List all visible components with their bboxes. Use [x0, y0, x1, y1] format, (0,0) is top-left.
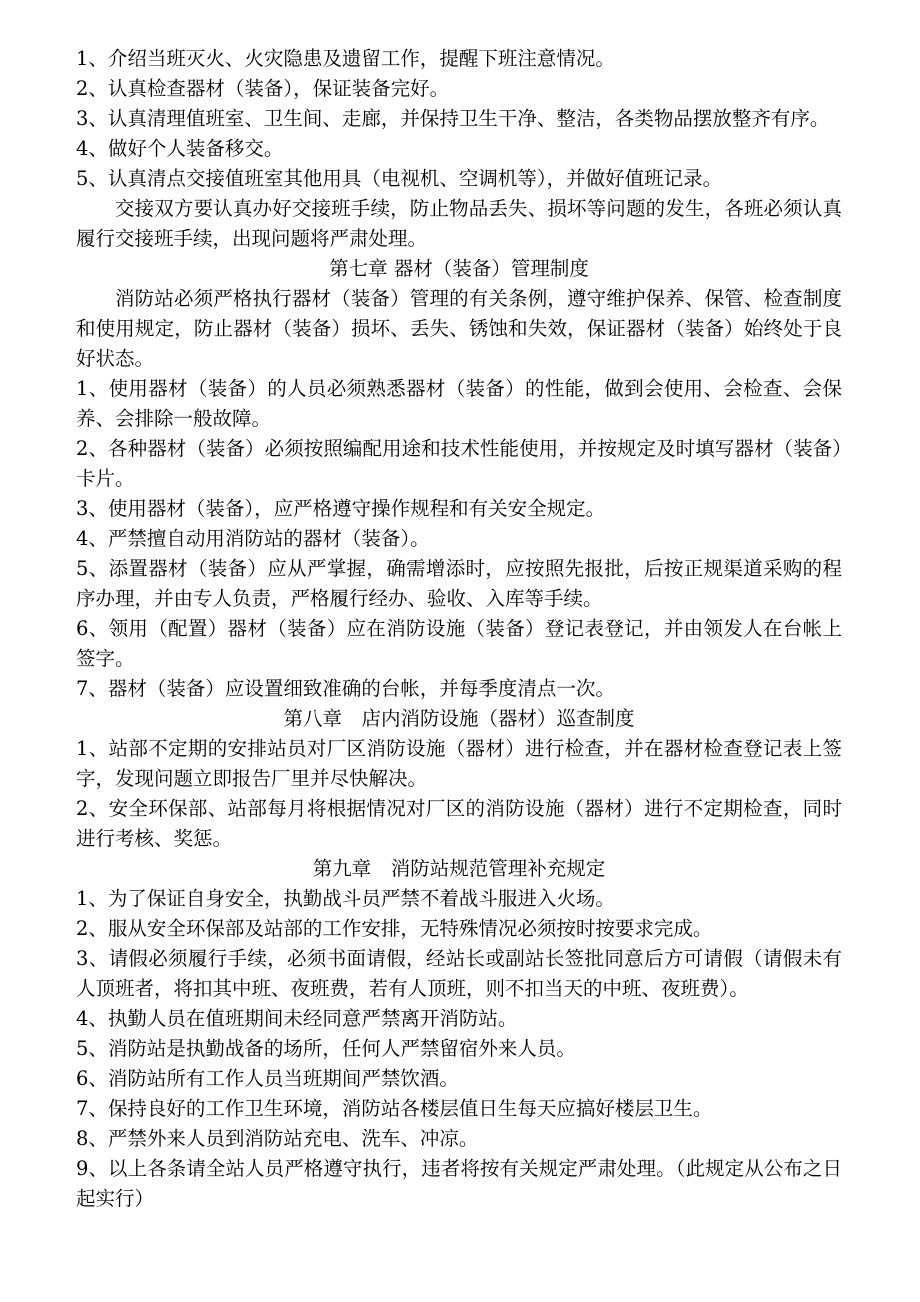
document-page — [76, 44, 842, 1214]
chapter-7-item: 4、严禁擅自动用消防站的器材（装备）。 — [76, 527, 430, 550]
chapter-8-item: 1、站部不定期的安排站员对厂区消防设施（器材）进行检查，并在器材检查登记表上签字，发现问题立即报告厂里并尽快解决。 — [76, 737, 842, 790]
chapter-9-item: 4、执勤人员在值班期间未经同意严禁离开消防站。 — [76, 1007, 518, 1030]
handover-item: 4、做好个人装备移交。 — [76, 137, 284, 160]
chapter-9-item: 3、请假必须履行手续，必须书面请假，经站长或副站长签批同意后方可请假（请假未有人顶班者，将扣其中班、夜班费，若有人顶班，则不扣当天的中班、夜班费）。 — [76, 947, 842, 1000]
handover-item: 5、认真清点交接值班室其他用具（电视机、空调机等），并做好值班记录。 — [76, 167, 723, 190]
handover-item: 1、介绍当班灭火、火灾隐患及遗留工作，提醒下班注意情况。 — [76, 47, 615, 70]
chapter-7-intro: 消防站必须严格执行器材（装备）管理的有关条例，遵守维护保养、保管、检查制度和使用规定，防止器材（装备）损坏、丢失、锈蚀和失效，保证器材（装备）始终处于良好状态。 — [76, 287, 842, 370]
chapter-7-title: 第七章 器材（装备）管理制度 — [329, 257, 589, 280]
chapter-9-item: 9、以上各条请全站人员严格遵守执行，违者将按有关规定严肃处理。（此规定从公布之日起实行） — [76, 1157, 842, 1210]
chapter-9-item: 5、消防站是执勤战备的场所，任何人严禁留宿外来人员。 — [76, 1037, 576, 1060]
chapter-9-item: 1、为了保证自身安全，执勤战斗员严禁不着战斗服进入火场。 — [76, 887, 615, 910]
chapter-7-item: 7、器材（装备）应设置细致准确的台帐，并每季度清点一次。 — [76, 677, 615, 700]
chapter-8-title: 第八章 店内消防设施（器材）巡查制度 — [283, 707, 635, 730]
handover-item: 3、认真清理值班室、卫生间、走廊，并保持卫生干净、整洁，各类物品摆放整齐有序。 — [76, 107, 830, 130]
chapter-7-item: 5、添置器材（装备）应从严掌握，确需增添时，应按照先报批，后按正规渠道采购的程序办理，并由专人负责，严格履行经办、验收、入库等手续。 — [76, 557, 842, 610]
chapter-9-item: 7、保持良好的工作卫生环境，消防站各楼层值日生每天应搞好楼层卫生。 — [76, 1097, 713, 1120]
chapter-7-item: 3、使用器材（装备），应严格遵守操作规程和有关安全规定。 — [76, 497, 606, 520]
chapter-8-item: 2、安全环保部、站部每月将根据情况对厂区的消防设施（器材）进行不定期检查，同时进行考核、奖惩。 — [76, 797, 842, 850]
chapter-9-item: 6、消防站所有工作人员当班期间严禁饮酒。 — [76, 1067, 459, 1090]
chapter-9-item: 8、严禁外来人员到消防站充电、洗车、冲凉。 — [76, 1127, 479, 1150]
chapter-7-item: 2、各种器材（装备）必须按照编配用途和技术性能使用，并按规定及时填写器材（装备）卡片。 — [76, 437, 842, 490]
handover-note: 交接双方要认真办好交接班手续，防止物品丢失、损坏等问题的发生，各班必须认真履行交接班手续，出现问题将严肃处理。 — [76, 197, 842, 250]
chapter-7-item: 1、使用器材（装备）的人员必须熟悉器材（装备）的性能，做到会使用、会检查、会保养、会排除一般故障。 — [76, 377, 842, 430]
chapter-9-title: 第九章 消防站规范管理补充规定 — [312, 857, 606, 880]
chapter-9-item: 2、服从安全环保部及站部的工作安排，无特殊情况必须按时按要求完成。 — [76, 917, 713, 940]
handover-item: 2、认真检查器材（装备），保证装备完好。 — [76, 77, 450, 100]
chapter-7-item: 6、领用（配置）器材（装备）应在消防设施（装备）登记表登记，并由领发人在台帐上签字。 — [76, 617, 842, 670]
